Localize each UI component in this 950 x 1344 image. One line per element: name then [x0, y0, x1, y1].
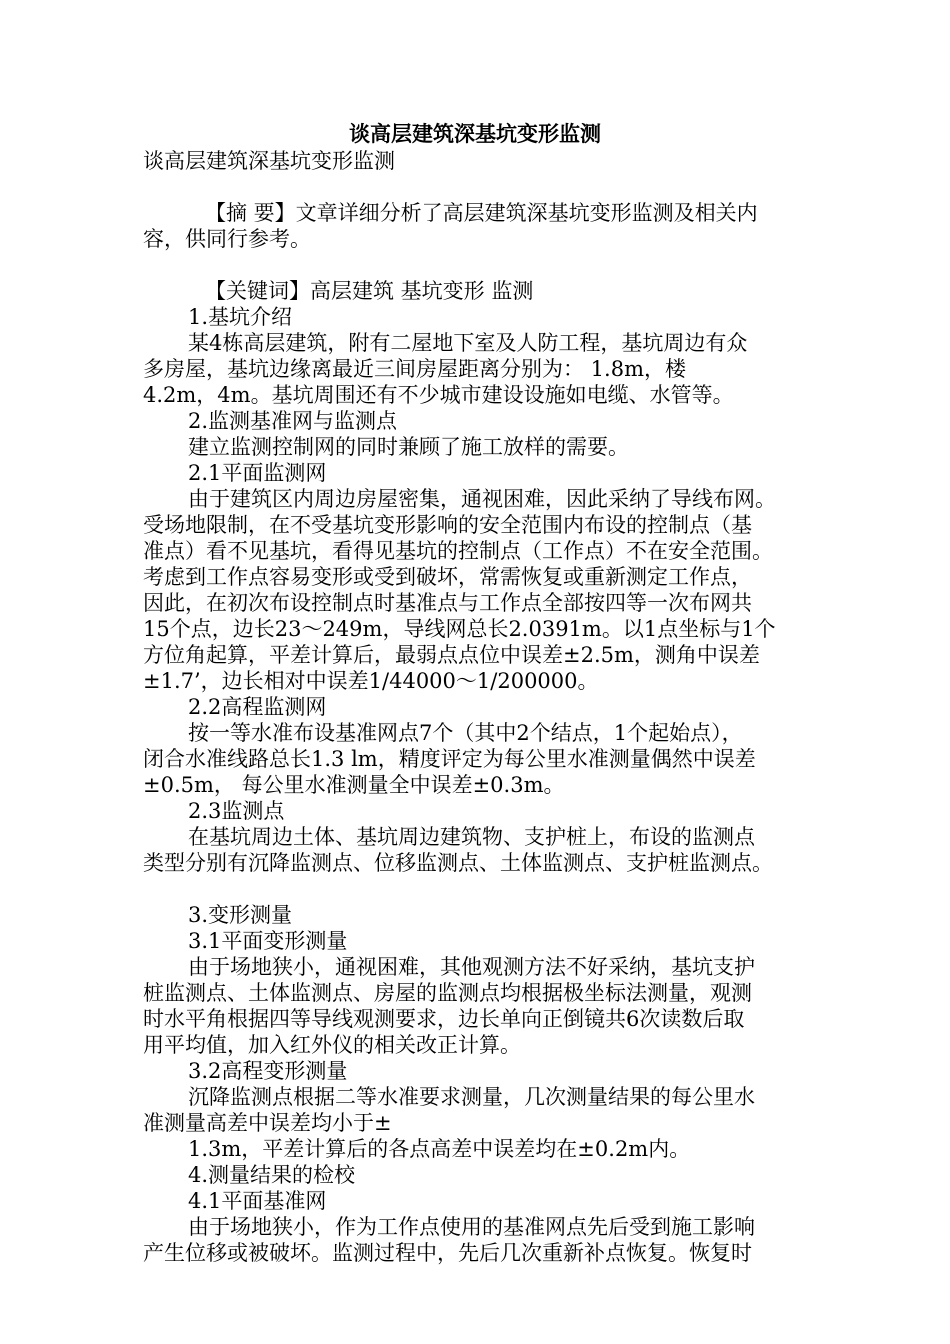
abstract-line: 【摘 要】文章详细分析了高层建筑深基坑变形监测及相关内: [205, 201, 758, 225]
paragraph-line: 类型分别有沉降监测点、位移监测点、土体监测点、支护桩监测点。: [143, 851, 773, 875]
paragraph-line: 多房屋，基坑边缘离最近三间房屋距离分别为： 1.8m，楼: [143, 357, 686, 381]
section-heading: 2.3监测点: [188, 799, 285, 823]
paragraph-line: 在基坑周边土体、基坑周边建筑物、支护桩上，布设的监测点: [188, 825, 755, 849]
paragraph-line: 1.3m，平差计算后的各点高差中误差均在±0.2m内。: [188, 1137, 691, 1161]
section-heading: 2.1平面监测网: [188, 461, 327, 485]
spacer: [143, 876, 807, 902]
section-heading: 3.2高程变形测量: [188, 1059, 348, 1083]
section-heading: 3.变形测量: [188, 903, 293, 927]
document-subtitle: 谈高层建筑深基坑变形监测: [143, 149, 395, 173]
section-heading: 1.基坑介绍: [188, 305, 293, 329]
paragraph-line: 闭合水准线路总长1.3 lm，精度评定为每公里水准测量偶然中误差: [143, 747, 756, 771]
section-heading: 4.1平面基准网: [188, 1189, 327, 1213]
spacer: [143, 174, 807, 200]
document-body: [143, 148, 807, 1266]
paragraph-line: 方位角起算，平差计算后，最弱点点位中误差±2.5m，测角中误差: [143, 643, 760, 667]
paragraph-line: 沉降监测点根据二等水准要求测量，几次测量结果的每公里水: [188, 1085, 755, 1109]
paragraph-line: 桩监测点、土体监测点、房屋的监测点均根据极坐标法测量，观测: [143, 981, 752, 1005]
paragraph-line: 建立监测控制网的同时兼顾了施工放样的需要。: [188, 435, 629, 459]
paragraph-line: 准点）看不见基坑，看得见基坑的控制点（工作点）不在安全范围。: [143, 539, 773, 563]
paragraph-line: 用平均值，加入红外仪的相关改正计算。: [143, 1033, 521, 1057]
paragraph-line: ±0.5m， 每公里水准测量全中误差±0.3m。: [143, 773, 565, 797]
paragraph-line: 受场地限制，在不受基坑变形影响的安全范围内布设的控制点（基: [143, 513, 752, 537]
paragraph-line: 由于场地狭小，通视困难，其他观测方法不好采纳，基坑支护: [188, 955, 755, 979]
paragraph-line: ±1.7’，边长相对中误差1/44000～1/200000。: [143, 669, 599, 693]
abstract-line: 容，供同行参考。: [143, 227, 311, 251]
paragraph-line: 产生位移或被破坏。监测过程中，先后几次重新补点恢复。恢复时: [143, 1241, 752, 1265]
paragraph-line: 由于场地狭小，作为工作点使用的基准网点先后受到施工影响: [188, 1215, 755, 1239]
section-heading: 3.1平面变形测量: [188, 929, 348, 953]
paragraph-line: 由于建筑区内周边房屋密集，通视困难，因此采纳了导线布网。: [188, 487, 776, 511]
paragraph-line: 考虑到工作点容易变形或受到破坏，常需恢复或重新测定工作点，: [143, 565, 752, 589]
paragraph-line: 因此，在初次布设控制点时基准点与工作点全部按四等一次布网共: [143, 591, 752, 615]
paragraph-line: 4.2m，4m。基坑周围还有不少城市建设设施如电缆、水管等。: [143, 383, 734, 407]
paragraph-line: 某4栋高层建筑，附有二屋地下室及人防工程，基坑周边有众: [188, 331, 748, 355]
section-heading: 4.测量结果的检校: [188, 1163, 356, 1187]
spacer: [143, 252, 807, 278]
paragraph-line: 时水平角根据四等导线观测要求，边长单向正倒镜共6次读数后取: [143, 1007, 745, 1031]
keywords-line: 【关键词】高层建筑 基坑变形 监测: [205, 279, 534, 303]
paragraph-line: 按一等水准布设基准网点7个（其中2个结点，1个起始点），: [188, 721, 743, 745]
paragraph-line: 15个点，边长23～249m，导线网总长2.0391m。以1点坐标与1个: [143, 617, 776, 641]
paragraph-line: 准测量高差中误差均小于±: [143, 1111, 392, 1135]
section-heading: 2.监测基准网与监测点: [188, 409, 398, 433]
section-heading: 2.2高程监测网: [188, 695, 327, 719]
document-title: 谈高层建筑深基坑变形监测: [349, 121, 601, 146]
